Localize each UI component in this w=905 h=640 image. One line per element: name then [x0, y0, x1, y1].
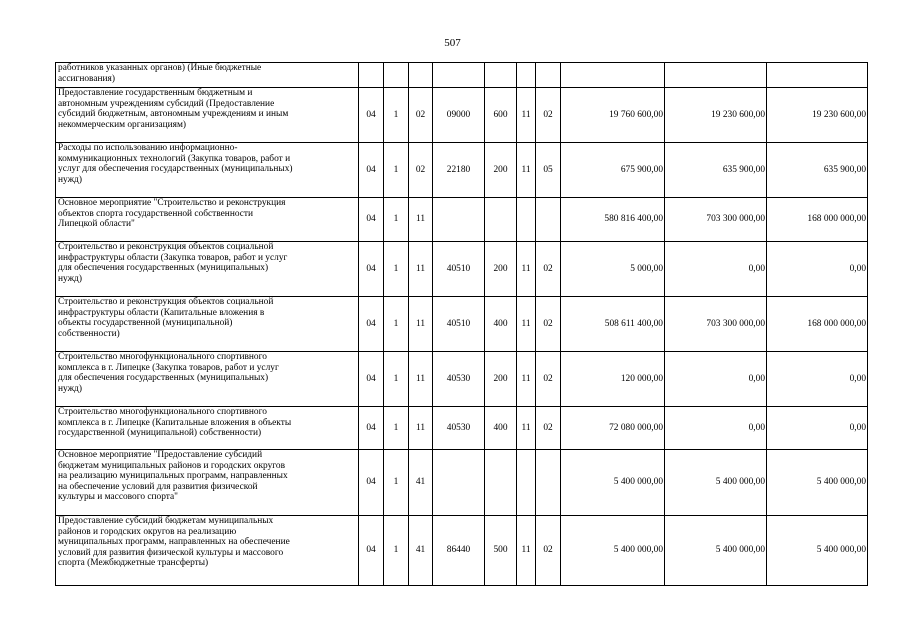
code-om: 11 — [409, 242, 433, 297]
amount-year-3: 0,00 — [767, 352, 868, 407]
code-expense-type: 200 — [485, 242, 517, 297]
code-expense-type — [485, 198, 517, 242]
table-row — [56, 297, 868, 352]
table-row — [56, 88, 868, 143]
code-expense-type: 200 — [485, 352, 517, 407]
code-expense-type: 500 — [485, 516, 517, 586]
table-row — [56, 450, 868, 516]
code-pp: 1 — [384, 352, 409, 407]
code-subsection — [536, 450, 561, 516]
table-row — [56, 516, 868, 586]
code-direction: 09000 — [433, 88, 485, 143]
code-subsection: 02 — [536, 516, 561, 586]
amount-year-1: 675 900,00 — [561, 143, 665, 198]
amount-year-3: 168 000 000,00 — [767, 198, 868, 242]
code-direction: 86440 — [433, 516, 485, 586]
code-direction: 40510 — [433, 242, 485, 297]
code-direction: 22180 — [433, 143, 485, 198]
amount-year-1: 72 080 000,00 — [561, 407, 665, 450]
code-om: 41 — [409, 450, 433, 516]
row-description: Строительство многофункционального спортивного комплекса в г. Липецке (Капитальные вложения в объекты государственной (муниципальной) собственности) — [56, 407, 359, 450]
code-subsection: 02 — [536, 352, 561, 407]
code-gp: 04 — [359, 143, 384, 198]
code-expense-type: 400 — [485, 297, 517, 352]
budget-table-body — [56, 63, 868, 586]
amount-year-2: 635 900,00 — [665, 143, 767, 198]
row-description: Основное мероприятие "Предоставление субсидий бюджетам муниципальных районов и городских округов на реализацию муниципальных программ, направленных на обеспечение условий для развития физической культуры и массового спорта" — [56, 450, 359, 516]
code-direction: 40510 — [433, 297, 485, 352]
code-section: 11 — [517, 352, 536, 407]
table-row — [56, 63, 868, 88]
amount-year-2: 5 400 000,00 — [665, 516, 767, 586]
code-expense-type — [485, 63, 517, 88]
code-pp — [384, 63, 409, 88]
code-expense-type: 600 — [485, 88, 517, 143]
code-section: 11 — [517, 143, 536, 198]
budget-table — [55, 62, 868, 586]
row-description: Строительство многофункционального спортивного комплекса в г. Липецке (Закупка товаров, работ и услуг для обеспечения государственных (муниципальных) нужд) — [56, 352, 359, 407]
code-subsection — [536, 198, 561, 242]
code-direction: 40530 — [433, 352, 485, 407]
code-gp: 04 — [359, 88, 384, 143]
amount-year-3: 5 400 000,00 — [767, 450, 868, 516]
code-pp: 1 — [384, 198, 409, 242]
code-subsection: 02 — [536, 242, 561, 297]
table-row — [56, 407, 868, 450]
code-subsection: 02 — [536, 407, 561, 450]
amount-year-1: 120 000,00 — [561, 352, 665, 407]
code-pp: 1 — [384, 242, 409, 297]
code-pp: 1 — [384, 407, 409, 450]
code-section — [517, 63, 536, 88]
code-section: 11 — [517, 297, 536, 352]
code-direction — [433, 63, 485, 88]
code-gp: 04 — [359, 198, 384, 242]
row-description: работников указанных органов) (Иные бюджетные ассигнования) — [56, 63, 359, 88]
amount-year-2: 19 230 600,00 — [665, 88, 767, 143]
code-om: 41 — [409, 516, 433, 586]
code-gp: 04 — [359, 352, 384, 407]
code-pp: 1 — [384, 516, 409, 586]
code-direction — [433, 450, 485, 516]
code-direction: 40530 — [433, 407, 485, 450]
amount-year-3 — [767, 63, 868, 88]
amount-year-3: 0,00 — [767, 407, 868, 450]
code-om: 11 — [409, 352, 433, 407]
code-direction — [433, 198, 485, 242]
code-om: 11 — [409, 407, 433, 450]
amount-year-1: 508 611 400,00 — [561, 297, 665, 352]
amount-year-2: 0,00 — [665, 352, 767, 407]
code-om: 02 — [409, 143, 433, 198]
amount-year-1: 5 000,00 — [561, 242, 665, 297]
code-subsection: 02 — [536, 297, 561, 352]
code-pp: 1 — [384, 88, 409, 143]
code-om: 02 — [409, 88, 433, 143]
code-pp: 1 — [384, 450, 409, 516]
amount-year-1: 5 400 000,00 — [561, 450, 665, 516]
code-om — [409, 63, 433, 88]
code-section — [517, 450, 536, 516]
code-om: 11 — [409, 297, 433, 352]
amount-year-3: 0,00 — [767, 242, 868, 297]
amount-year-3: 168 000 000,00 — [767, 297, 868, 352]
code-gp: 04 — [359, 516, 384, 586]
row-description: Предоставление субсидий бюджетам муниципальных районов и городских округов на реализацию муниципальных программ, направленных на обеспечение условий для развития физической культуры и массового спорта (Межбюджетные трансферты) — [56, 516, 359, 586]
amount-year-2: 5 400 000,00 — [665, 450, 767, 516]
amount-year-3: 5 400 000,00 — [767, 516, 868, 586]
code-subsection: 05 — [536, 143, 561, 198]
page-number: 507 — [444, 37, 461, 49]
code-section: 11 — [517, 242, 536, 297]
code-gp: 04 — [359, 297, 384, 352]
amount-year-3: 635 900,00 — [767, 143, 868, 198]
row-description: Основное мероприятие "Строительство и реконструкция объектов спорта государственной собственности Липецкой области" — [56, 198, 359, 242]
amount-year-2 — [665, 63, 767, 88]
amount-year-1: 19 760 600,00 — [561, 88, 665, 143]
row-description: Строительство и реконструкция объектов социальной инфраструктуры области (Закупка товаров, работ и услуг для обеспечения государственных (муниципальных) нужд) — [56, 242, 359, 297]
amount-year-2: 703 300 000,00 — [665, 297, 767, 352]
code-section: 11 — [517, 516, 536, 586]
amount-year-1 — [561, 63, 665, 88]
row-description: Строительство и реконструкция объектов социальной инфраструктуры области (Капитальные вложения в объекты государственной (муниципальной) собственности) — [56, 297, 359, 352]
amount-year-1: 5 400 000,00 — [561, 516, 665, 586]
code-gp: 04 — [359, 242, 384, 297]
code-subsection — [536, 63, 561, 88]
amount-year-2: 0,00 — [665, 407, 767, 450]
amount-year-1: 580 816 400,00 — [561, 198, 665, 242]
code-expense-type — [485, 450, 517, 516]
table-row — [56, 242, 868, 297]
code-section: 11 — [517, 407, 536, 450]
code-gp — [359, 63, 384, 88]
code-section: 11 — [517, 88, 536, 143]
code-om: 11 — [409, 198, 433, 242]
code-expense-type: 400 — [485, 407, 517, 450]
code-subsection: 02 — [536, 88, 561, 143]
code-section — [517, 198, 536, 242]
table-row — [56, 352, 868, 407]
amount-year-2: 703 300 000,00 — [665, 198, 767, 242]
code-pp: 1 — [384, 143, 409, 198]
row-description: Предоставление государственным бюджетным и автономным учреждениям субсидий (Предоставление субсидий бюджетным, автономным учреждениям и иным некоммерческим организациям) — [56, 88, 359, 143]
code-expense-type: 200 — [485, 143, 517, 198]
code-gp: 04 — [359, 407, 384, 450]
amount-year-2: 0,00 — [665, 242, 767, 297]
table-row — [56, 198, 868, 242]
code-gp: 04 — [359, 450, 384, 516]
amount-year-3: 19 230 600,00 — [767, 88, 868, 143]
code-pp: 1 — [384, 297, 409, 352]
table-row — [56, 143, 868, 198]
row-description: Расходы по использованию информационно- коммуникационных технологий (Закупка товаров, работ и услуг для обеспечения государственных (муниципальных) нужд) — [56, 143, 359, 198]
